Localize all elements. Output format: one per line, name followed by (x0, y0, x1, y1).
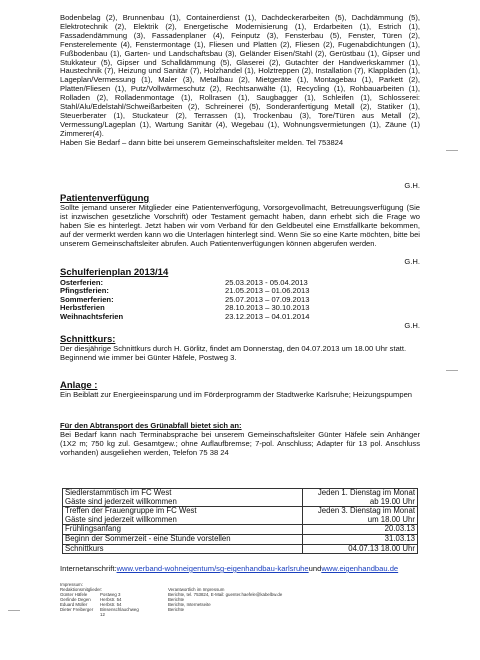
imprint-address: Herbstr. 54 (100, 597, 122, 602)
holiday-dates: 28.10.2013 – 30.10.2013 (225, 303, 310, 313)
imprint-names (60, 592, 93, 612)
event-row (63, 507, 418, 525)
holiday-dates: 25.03.2013 - 05.04.2013 (225, 278, 308, 287)
holiday-dates: 23.12.2013 – 04.01.2014 (225, 311, 310, 321)
event-line: Siedlerstammtisch im FC West (65, 488, 172, 497)
imprint-name: Eduard Müller (60, 602, 88, 607)
internet-link-verband[interactable]: www.verband-wohneigentum/sg-eigenhandbau-karlsruhe (116, 564, 309, 573)
holiday-row (60, 296, 360, 304)
course-section (60, 334, 420, 363)
holidays-signature: G.H. (404, 321, 420, 330)
imprint-address: Herbstr. 54 (100, 602, 122, 607)
event-desc: Beginn der Sommerzeit - eine Stunde vorstellen (63, 534, 303, 544)
course-title: Schnittkurs: (60, 334, 116, 345)
margin-mark (8, 610, 20, 611)
holiday-dates: 25.07.2013 – 07.09.2013 (225, 294, 310, 304)
trades-signature: G.H. (404, 181, 420, 190)
imprint-address: Postweg 3 (100, 592, 121, 597)
event-desc: Schnittkurs (63, 544, 303, 554)
trades-list: Bodenbelag (2), Brunnenbau (1), Containerdienst (1), Dachdeckerarbeiten (5), Dachdämmung (5), Elektrotechnik (2), Elektrik (2), Energetische Modernisierung (1), Erdarbeiten (1), Estrich (1), Fassadendämmung (3), Fassadenplaner (4), Feinputz (3), Fensterbau (5), Fenster, Türen (2), Fensterelemente (4), Fenstermontage (1), Fliesen und Platten (2), Fliesen (2), Fugenabdichtungen (1), Fußbodenbau (1), Garten- und Landschaftsbau (3), Geländer Eisen/Stahl (2), Gerüstbau (1), Gipser und Stukkateur (5), Gipser und Schalldämmung (5), Glaserei (2), Gutachter der Handwerkskammer (1), Haustechnik (7), Heizung und Sanitär (7), Holzhandel (1), Holztreppen (2), Installation (7), Klappläden (1), Lageplan/Vermessung (1), Maler (3), Metallbau (2), Mietgeräte (1), Montagebau (1), Parkett (2), Platten/Fliesen (1), Putz/Vollwärmeschutz (2), Rechtsanwälte (1), Recycling (1), Rohbauarbeiten (1), Rolladen (2), Rolladenmontage (1), Rollrasen (1), Saugbagger (1), Schleifen (1), Schlosserei: Stahl/Alu/Edelstahl/Schweißarbeiten (2), Schreinerei (5), Sonderanfertigung Metall (2), Statiker (1), Steuerberater (1), Stuckateur (2), Terrassen (1), Trockenbau (3), Tore/Türen aus Metall (2), Vermessung/Lageplan (1), Wartung Sanitär (4), Wegebau (1), Wohnungsvermietungen (1), Zäune (1) Zimmerer(4). (60, 13, 420, 138)
holidays-title: Schulferienplan 2013/14 (60, 267, 169, 278)
green-section (60, 422, 420, 458)
green-text: Bei Bedarf kann nach Terminabsprache bei unserem Gemeinschaftsleiter Günter Häfele sein Anhänger (1X2 m; 750 kg zul. Gesamtgew.; ohne Auflaufbremse; 7-pol. Anschluss; Adapter für 13 pol. Anschluss vorhanden) ausgeliehen werden, Telefon 75 38 24 (60, 429, 420, 457)
events-table (62, 488, 418, 554)
event-when (303, 489, 418, 507)
event-when: 31.03.13 (303, 534, 418, 544)
event-row (63, 544, 418, 554)
anlage-section (60, 380, 420, 400)
imprint-role: Verantwortlich im Impressum (168, 587, 225, 592)
internet-label: Internetanschrift: (60, 564, 117, 573)
holiday-name: Osterferien: (60, 278, 104, 287)
event-desc: Frühlingsanfang (63, 525, 303, 535)
imprint-address: Binsenschlauchweg 12 (100, 607, 139, 617)
patient-title: Patientenverfügung (60, 193, 150, 204)
imprint-name: Günter Häfele (60, 592, 88, 597)
event-line: Treffen der Frauengruppe im FC West (65, 506, 197, 516)
internet-link-eigenhandbau[interactable]: www.eigenhandbau.de (321, 564, 399, 573)
holiday-row (60, 313, 360, 321)
internet-line (60, 565, 440, 574)
holiday-name: Herbstferien (60, 303, 105, 313)
imprint-role: Berichte (168, 597, 185, 602)
event-value: um 18.00 Uhr (367, 514, 415, 524)
event-when: 04.07.13 18.00 Uhr (303, 544, 418, 554)
event-row (63, 489, 418, 507)
imprint-sub: Redaktionsmitglieder: (60, 587, 103, 592)
event-value: ab 19.00 Uhr (369, 496, 415, 506)
event-value: Jeden 3. Dienstag im Monat (317, 506, 415, 516)
event-line: Gäste sind jederzeit willkommen (65, 496, 177, 506)
patient-text: Sollte jemand unserer Mitglieder eine Patientenverfügung, Vorsorgevollmacht, Betreuungsverfügung (Sie ist inzwischen gesetzliche Vorschrift) oder Testament gemacht haben, dann erhebt sich die Frage wo haben Sie es hinterlegt. Jetzt haben wir vom Verband für den Geldbeutel eine Ernstfallkarte bekommen, auf der vermerkt werden kann wo die Unterlagen hinterlegt sind. Wenn Sie so eine Karte möchten, bitte bei unserem Gemeinschaftsleiter abrufen. Auch Patientenverfügungen können abgerufen werden. (60, 203, 420, 248)
event-line: Gäste sind jederzeit willkommen (65, 514, 177, 524)
holiday-name: Sommerferien: (60, 294, 114, 304)
imprint-role: Berichte (168, 607, 185, 612)
holiday-dates: 21.05.2013 – 01.06.2013 (225, 286, 310, 296)
event-desc (63, 489, 303, 507)
course-text: Der diesjährige Schnittkurs durch H. Görlitz, findet am Donnerstag, den 04.07.2013 um 18.00 Uhr statt. Beginnend wie immer bei Günter Häfele, Postweg 3. (60, 344, 407, 362)
margin-mark (446, 150, 458, 151)
trades-note: Haben Sie Bedarf – dann bitte bei unserem Gemeinschaftsleiter melden. Tel 753824 (60, 137, 344, 147)
trades-section (60, 14, 420, 148)
event-when: 20.03.13 (303, 525, 418, 535)
margin-mark (446, 370, 458, 371)
anlage-title: Anlage : (60, 380, 98, 391)
imprint-name: Gerlinde Degen (60, 597, 91, 602)
event-value: Jeden 1. Dienstag im Monat (317, 488, 415, 497)
event-desc (63, 507, 303, 525)
green-title: Für den Abtransport des Grünabfall bietet sich an: (60, 421, 242, 430)
event-row (63, 534, 418, 544)
imprint-addresses (100, 592, 139, 617)
patient-section (60, 193, 420, 249)
imprint-role: Berichte, Internetseite (168, 602, 211, 607)
holidays-table (60, 279, 360, 321)
event-when (303, 507, 418, 525)
imprint-roles (168, 587, 368, 612)
imprint-name: Dieter Freiberger (60, 607, 94, 612)
patient-signature: G.H. (404, 257, 420, 266)
holiday-name: Pfingstferien: (60, 286, 109, 296)
imprint-role: Berichte, tel. 753824, E-Mail: guenter.haefele@kabelbw.de (168, 592, 283, 597)
internet-and: und (308, 564, 322, 573)
imprint (60, 582, 283, 617)
anlage-text: Ein Beiblatt zur Energieeinsparung und im Förderprogramm der Stadtwerke Karlsruhe; Heizungspumpen (60, 390, 413, 399)
imprint-heading: Impressum: (60, 582, 83, 587)
holiday-name: Weihnachtsferien (60, 311, 124, 321)
